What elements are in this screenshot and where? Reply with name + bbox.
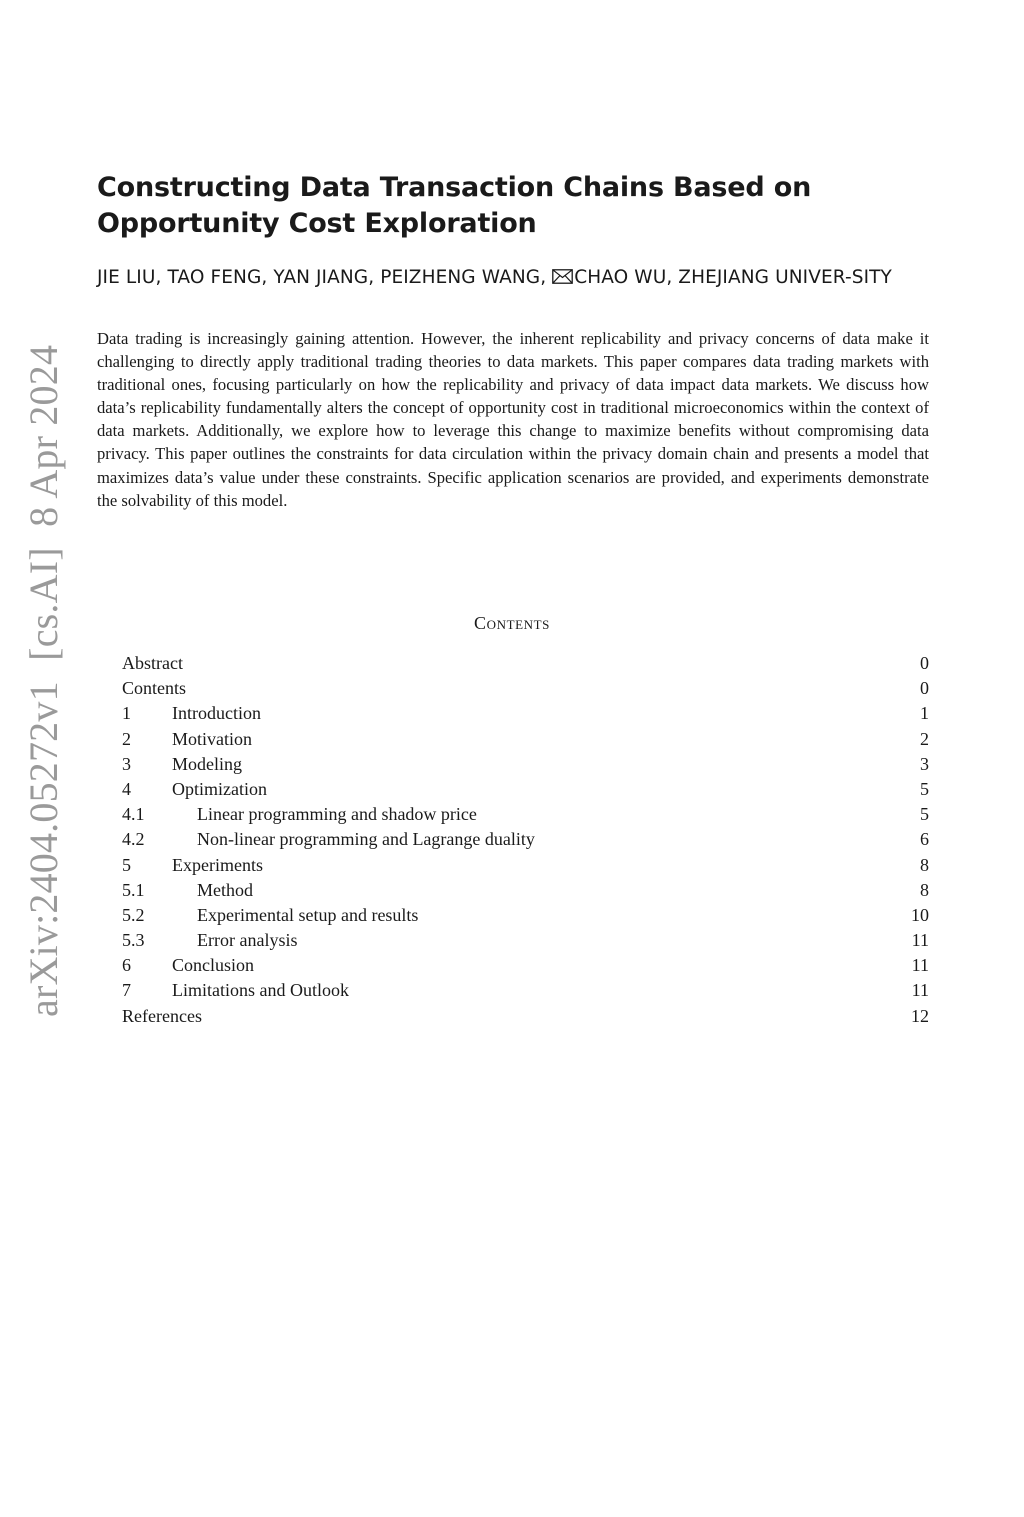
toc-entry-number: 4.1 [122, 804, 145, 825]
toc-entry-number: 6 [122, 955, 131, 976]
toc-entry-page: 12 [911, 1005, 929, 1026]
contents-heading: Contents [473, 613, 551, 633]
toc-entry-page: 11 [911, 955, 929, 976]
paper-title: Constructing Data Transaction Chains Based on Opportunity Cost Exploration [97, 172, 812, 239]
toc-entry[interactable] [122, 727, 929, 752]
toc-entry[interactable] [122, 676, 929, 701]
toc-entry[interactable] [122, 802, 929, 827]
toc-entry-number: 5.3 [122, 930, 145, 951]
toc-entry-label: Limitations and Outlook [172, 980, 349, 1001]
toc-entry-number: 7 [122, 980, 131, 1001]
toc-entry-page: 8 [920, 854, 929, 875]
arxiv-identifier-stamp: arXiv:2404.05272v1 [cs.AI] 8 Apr 2024 [21, 344, 66, 1017]
toc-entry-label: Optimization [172, 778, 267, 799]
toc-entry-page: 3 [920, 753, 929, 774]
toc-entry[interactable] [122, 953, 929, 978]
toc-entry-number: 2 [122, 728, 131, 749]
toc-entry-page: 2 [920, 728, 929, 749]
corresponding-author-affiliation: CHAO WU, ZHEJIANG UNIVER-SITY [574, 267, 892, 288]
toc-entry-page: 11 [911, 980, 929, 1001]
toc-entry-label: Experimental setup and results [197, 904, 419, 925]
toc-entry-label: Experiments [172, 854, 263, 875]
toc-entry[interactable] [122, 903, 929, 928]
toc-entry-page: 11 [911, 930, 929, 951]
toc-entry-number: 3 [122, 753, 131, 774]
toc-entry[interactable] [122, 777, 929, 802]
toc-entry[interactable] [122, 651, 929, 676]
toc-entry-number: 1 [122, 703, 131, 724]
toc-entry-page: 0 [920, 653, 929, 673]
toc-entry[interactable] [122, 752, 929, 777]
toc-entry-label: Contents [122, 678, 187, 699]
toc-entry[interactable] [122, 928, 929, 953]
abstract-text: Data trading is increasingly gaining attention. However, the inherent replicability and privacy concerns of data make it challenging to directly apply traditional trading theories to data markets. This paper compares data trading markets with traditional ones, focusing particularly on how the replicability and privacy of data impact data markets. We discuss how data’s replicability fundamentally alters the concept of opportunity cost in traditional microeconomics within the context of data markets. Additionally, we explore how to leverage this change to maximize benefits without compromising data privacy. This paper outlines the constraints for data circulation within the privacy domain chain and presents a model that maximizes data’s value under these constraints. Specific application scenarios are provided, and experiments demonstrate the solvability of this model. [97, 329, 929, 510]
toc-entry-label: Introduction [172, 703, 261, 724]
toc-entry-label: Motivation [172, 728, 252, 749]
toc-entry-label: Linear programming and shadow price [197, 804, 477, 825]
toc-entry-label: Error analysis [197, 930, 298, 951]
toc-entry-label: Method [197, 879, 253, 900]
toc-entry[interactable] [122, 878, 929, 903]
envelope-icon [552, 265, 573, 280]
toc-entry-page: 10 [911, 904, 929, 925]
author-list [97, 264, 937, 291]
toc-entry-label: Non-linear programming and Lagrange duality [197, 829, 535, 850]
toc-entry-page: 5 [920, 778, 929, 799]
toc-entry-page: 0 [920, 678, 929, 699]
toc-entry-label: Conclusion [172, 955, 255, 976]
toc-entry-page: 6 [920, 829, 929, 850]
toc-entry-number: 5 [122, 854, 131, 875]
toc-entry[interactable] [122, 1004, 929, 1029]
author-names: JIE LIU, TAO FENG, YAN JIANG, PEIZHENG WANG, [97, 267, 553, 288]
toc-entry-number: 5.1 [122, 879, 145, 900]
toc-entry[interactable] [122, 701, 929, 726]
toc-entry[interactable] [122, 978, 929, 1003]
toc-entry[interactable] [122, 853, 929, 878]
toc-entry-page: 1 [920, 703, 929, 724]
toc-entry-label: References [122, 1005, 202, 1026]
toc-entry-page: 8 [920, 879, 929, 900]
toc-entry-label: Modeling [172, 753, 242, 774]
toc-entry-page: 5 [920, 804, 929, 825]
toc-entry-number: 5.2 [122, 904, 145, 925]
toc-entry[interactable] [122, 827, 929, 852]
toc-entry-number: 4.2 [122, 829, 145, 850]
table-of-contents [122, 651, 929, 1029]
toc-entry-label: Abstract [122, 653, 183, 673]
toc-entry-number: 4 [122, 778, 131, 799]
